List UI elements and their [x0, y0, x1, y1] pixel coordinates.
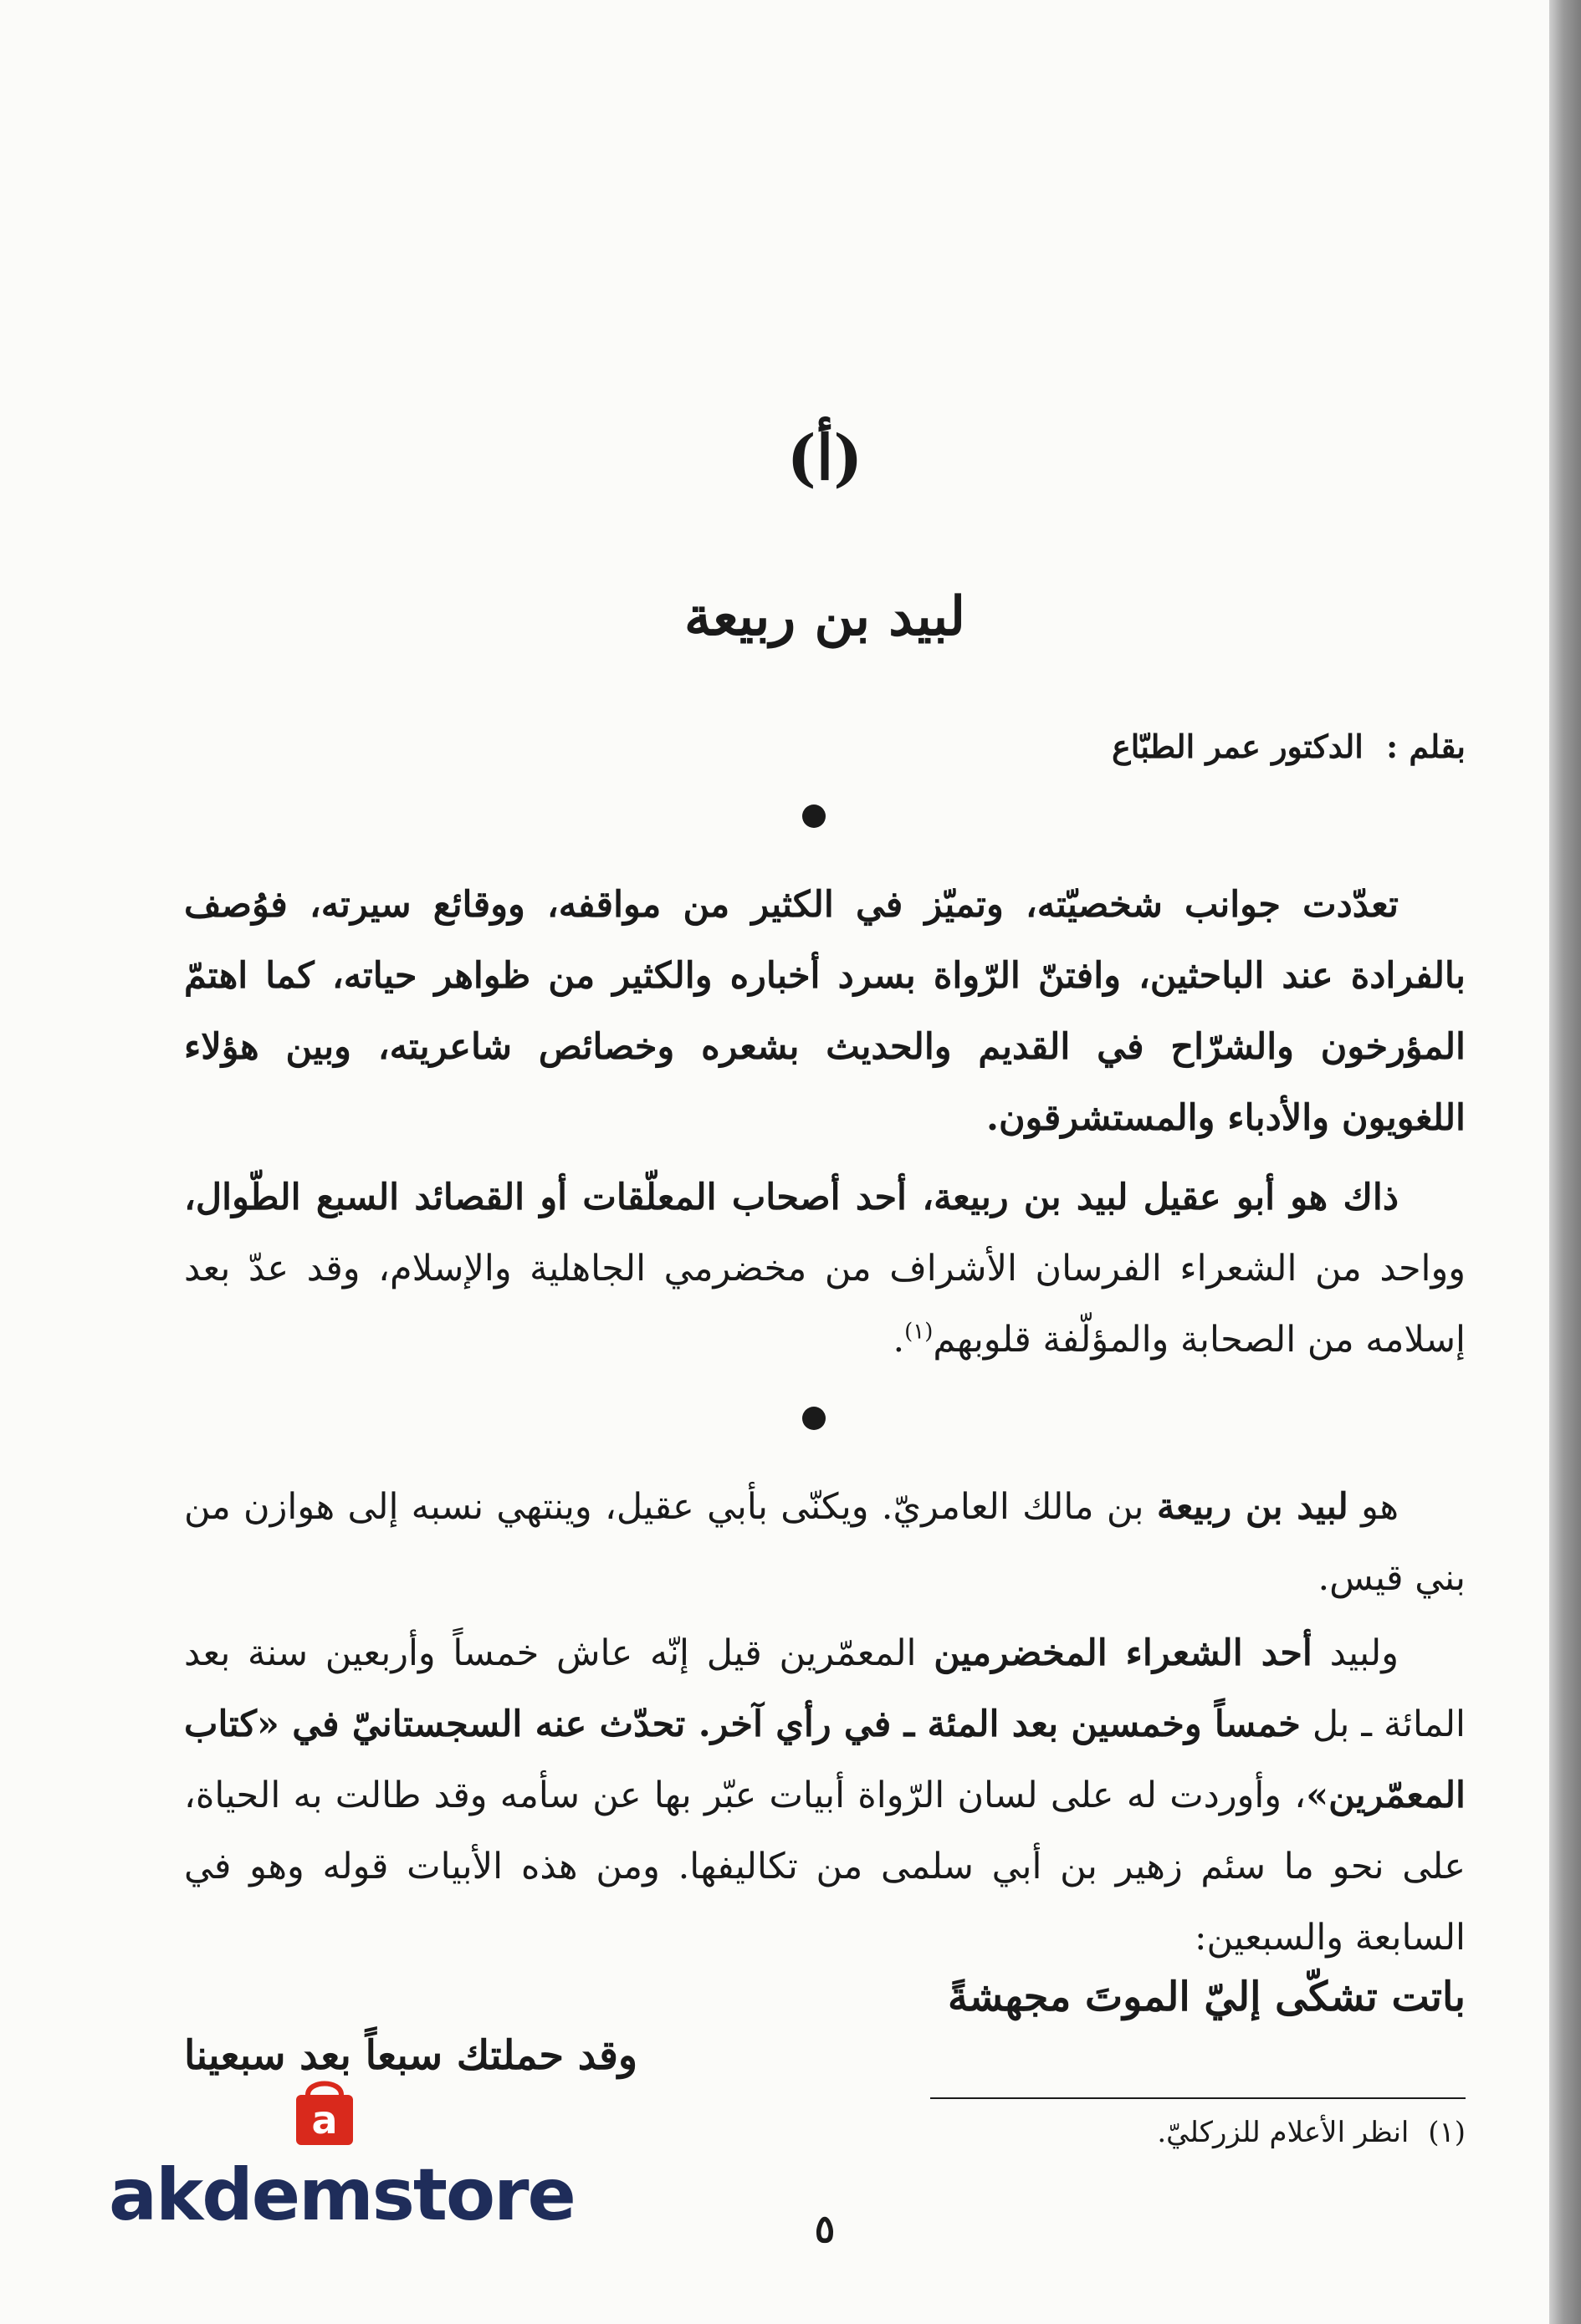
paragraph-longevity-s2: المعمّرين قيل إنّه عاش خمساً وأربعين سنة بعد المائة ـ بل [184, 1632, 1466, 1745]
section-letter: (أ) [786, 422, 863, 494]
byline-label: بقلم : [1386, 728, 1466, 765]
byline [1112, 728, 1466, 765]
footnote-reference: (١) [904, 1319, 934, 1345]
byline-author: الدكتور عمر الطبّاع [1112, 728, 1364, 765]
paragraph-identity [184, 1162, 1466, 1376]
paragraph-lineage-prefix: هو [1348, 1486, 1399, 1528]
page-number: ٥ [814, 2206, 836, 2251]
section-bullet [802, 804, 826, 828]
watermark-text: akdemstore [109, 2153, 575, 2237]
paragraph-longevity-s1: ولبيد [1312, 1632, 1399, 1674]
footnote [1157, 2116, 1466, 2149]
page-edge-shadow [1549, 0, 1581, 2324]
paragraph-lineage [184, 1472, 1466, 1614]
verse-second-hemistich: وقد حملتك سبعاً بعد سبعينا [184, 2032, 638, 2079]
footnote-number: (١) [1428, 2116, 1466, 2149]
verse-first-hemistich: باتت تشكّى إليّ الموتَ مجهشةً [947, 1974, 1466, 2020]
paragraph-identity-end: . [893, 1319, 905, 1361]
footnote-text: انظر الأعلام للزركليّ. [1157, 2116, 1410, 2149]
paragraph-lineage-bold: لبيد بن ربيعة [1156, 1486, 1348, 1528]
paragraph-longevity-b1: أحد الشعراء المخضرمين [934, 1632, 1312, 1674]
store-watermark [109, 2070, 577, 2237]
paragraph-longevity-b2: خمساً وخمسين بعد المئة ـ في رأي آخر. تحدّث عنه السجستانيّ في «كتاب المعمّرين» [184, 1703, 1466, 1816]
paragraph-identity-rest: وواحد من الشعراء الفرسان الأشراف من مخضرمي الجاهلية والإسلام، وقد عدّ بعد إسلامه من الصحابة والمؤلّفة قلوبهم [184, 1248, 1466, 1361]
article-title: لبيد بن ربيعة [683, 585, 966, 648]
section-bullet [802, 1407, 826, 1430]
watermark-badge-letter: a [311, 2097, 338, 2143]
paragraph-identity-bold: ذاك هو أبو عقيل لبيد بن ربيعة، أحد أصحاب المعلّقات أو القصائد السبع الطّوال، [184, 1177, 1399, 1218]
paragraph-intro: تعدّدت جوانب شخصيّته، وتميّز في الكثير من مواقفه، ووقائع سيرته، فوُصف بالفرادة عند الباحثين، وافتنّ الرّواة بسرد أخباره والكثير من ظواهر حياته، كما اهتمّ المؤرخون والشرّاح في القديم والحديث بشعره وخصائص شاعريته، وبين هؤلاء اللغويون والأدباء والمستشرقون. [184, 884, 1466, 1139]
footnote-divider [930, 2097, 1466, 2099]
shopping-bag-icon [284, 2070, 365, 2150]
paragraph-longevity [184, 1618, 1466, 1974]
paragraph-lineage-rest: بن مالك العامريّ. ويكنّى بأبي عقيل، وينتهي نسبه إلى هوازن من بني قيس. [184, 1486, 1466, 1599]
page-content [184, 0, 1466, 2324]
paragraph-longevity-s3: ، وأوردت له على لسان الرّواة أبيات عبّر بها عن سأمه وقد طالت به الحياة، على نحو ما سئم زهير بن أبي سلمى من تكاليفها. ومن هذه الأبيات قوله وهو في السابعة والسبعين: [184, 1775, 1466, 1959]
